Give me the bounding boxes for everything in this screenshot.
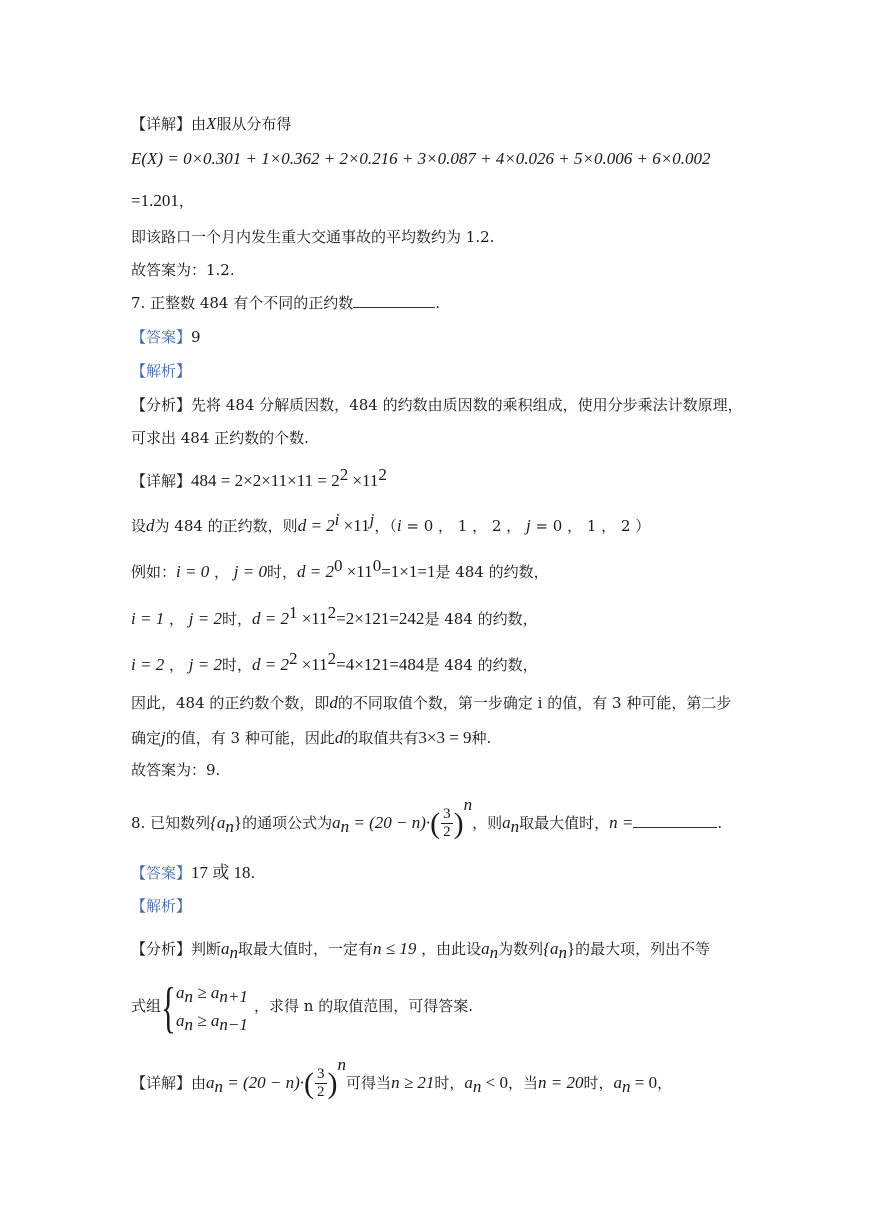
question-7: 7. 正整数 484 有个不同的正约数 . [131, 294, 441, 312]
detail-7-factorization: 【详解】$484 = 2\times 2\times 11\times 11 = 2^2 \times 11^2$ [131, 465, 387, 490]
inequality-tail: ，求得 n 的取值范围，可得答案. [254, 997, 473, 1015]
analysis-7-line-1: 【分析】先将 484 分解质因数，484 的约数由质因数的乘积组成，使用分步乘法计数原理， [131, 396, 743, 414]
answer-blank [633, 826, 717, 828]
analysis-tag-8: 【解析】 [131, 897, 192, 915]
example-i0-j0: 例如：i = 0 ， j = 0时，$d = 2^0 \times 11^0=1\times 1=1$是 484 的约数， [131, 556, 549, 581]
example-i1-j2: i = 1 ， j = 2时，$d = 2^1 \times 11^2=2\times 121=242$是 484 的约数， [131, 603, 538, 628]
detail-8: 【详解】由$a_n = (20 - n)\cdot$( $\frac{3}{2}$ )$^n$可得当n ≥ 21时，$a_n < 0$，当n = 20时，$a_n = 0$， [131, 1054, 673, 1101]
answer-line-6: 故答案为：1.2. [131, 261, 235, 279]
fraction: $\frac{3}{2}$ [317, 1066, 325, 1101]
answer-8: 【答案】17 或 18. [131, 863, 256, 882]
analysis-7-line-2: 可求出 484 正约数的个数. [131, 429, 309, 447]
left-brace: { [161, 977, 176, 1039]
question-8: 8. 已知数列$\{a_n\}$的通项公式为$a_n = (20 - n)\cdot$( $\frac{3}{2}$ )$^n$，则$a_n$取最大值时，n = . [131, 794, 723, 841]
detail-line-1: 【详解】由X服从分布得 [131, 114, 292, 133]
answer-tag: 【答案】 [131, 328, 192, 346]
detail-tag: 【详解】 [131, 115, 192, 133]
answer-7: 【答案】9 [131, 328, 201, 346]
answer-line-7: 故答案为：9. [131, 761, 221, 779]
analysis-8-line-1: 【分析】判断$a_n$取最大值时，一定有n ≤ 19 ，由此设$a_n$为数列$\{a_n\}$的最大项，列出不等 [131, 939, 711, 962]
divisor-definition: 设d为 484 的正约数，则$d = 2^i \times 11^j$，（i = 0 ， 1 ， 2 ， j = 0 ， 1 ， 2 ） [131, 510, 651, 535]
inequality-row-1: $a_n \ge a_{n+1}$ [176, 983, 248, 1006]
conclusion-line: 即该路口一个月内发生重大交通事故的平均数约为 1.2. [131, 228, 495, 246]
inequality-row-2: $a_n \ge a_{n-1}$ [176, 1011, 248, 1034]
answer-blank [353, 306, 435, 308]
example-i2-j2: i = 2 ， j = 2时，$d = 2^2 \times 11^2=4\times 121=484$是 484 的约数， [131, 649, 538, 674]
expectation-result: =1.201， [131, 191, 194, 210]
inequality-system-label: 式组 [131, 997, 162, 1015]
analysis-tag-7: 【解析】 [131, 362, 192, 380]
fraction: $\frac{3}{2}$ [443, 806, 451, 841]
count-line-1: 因此，484 的正约数个数，即d的不同取值个数，第一步确定 i 的值，有 3 种可能，第二步 [131, 693, 732, 712]
expectation-formula: E(X) = 0×0.301 + 1×0.362 + 2×0.216 + 3×0.087 + 4×0.026 + 5×0.006 + 6×0.002 [131, 149, 711, 168]
count-line-2: 确定j的值，有 3 种可能，因此d的取值共有3×3 = 9种. [131, 728, 492, 747]
